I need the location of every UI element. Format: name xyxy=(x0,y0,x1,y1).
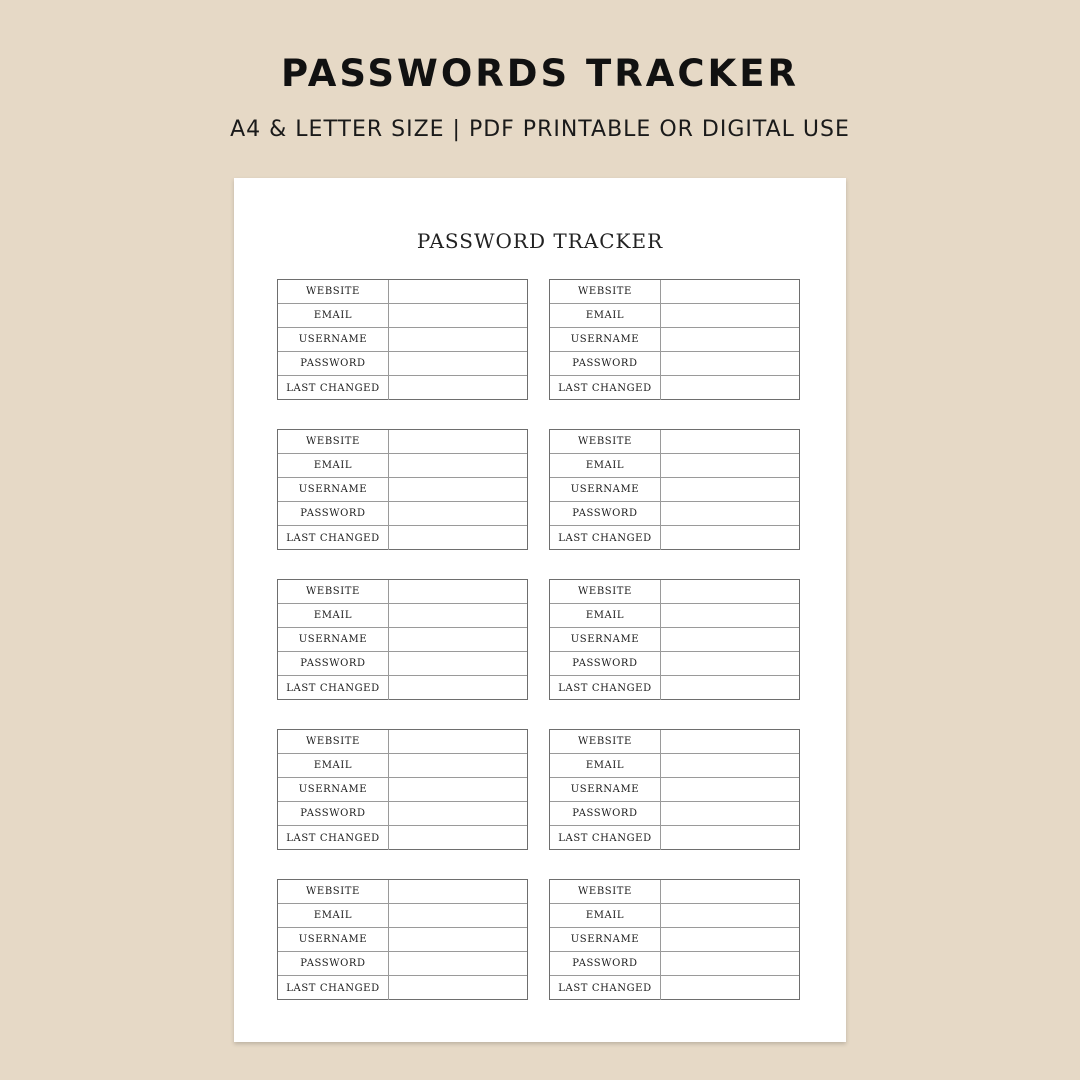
field-label-email: EMAIL xyxy=(550,904,661,927)
entry-row-email xyxy=(278,754,527,778)
field-label-website: WEBSITE xyxy=(550,280,661,303)
field-label-website: WEBSITE xyxy=(550,580,661,603)
entry-row-username xyxy=(550,478,799,502)
field-value-password[interactable] xyxy=(661,502,799,525)
field-label-website: WEBSITE xyxy=(278,430,389,453)
field-label-last-changed: LAST CHANGED xyxy=(278,676,389,700)
field-value-email[interactable] xyxy=(389,904,527,927)
field-label-username: USERNAME xyxy=(278,778,389,801)
field-label-website: WEBSITE xyxy=(278,580,389,603)
field-value-website[interactable] xyxy=(661,430,799,453)
entry-row-last-changed xyxy=(278,376,527,400)
entry-row-last-changed xyxy=(278,826,527,850)
field-label-last-changed: LAST CHANGED xyxy=(550,376,661,400)
field-value-website[interactable] xyxy=(661,880,799,903)
password-entry-table xyxy=(549,879,800,1000)
field-value-last-changed[interactable] xyxy=(389,826,527,850)
field-label-password: PASSWORD xyxy=(550,502,661,525)
entry-row-website xyxy=(550,280,799,304)
field-value-password[interactable] xyxy=(661,952,799,975)
password-entry-table xyxy=(549,579,800,700)
field-value-email[interactable] xyxy=(389,604,527,627)
entry-row-email xyxy=(550,754,799,778)
field-label-email: EMAIL xyxy=(278,304,389,327)
entry-row-password xyxy=(550,802,799,826)
field-label-username: USERNAME xyxy=(278,328,389,351)
entry-row-email xyxy=(550,304,799,328)
entry-row-last-changed xyxy=(278,976,527,1000)
field-value-email[interactable] xyxy=(389,454,527,477)
field-label-email: EMAIL xyxy=(278,604,389,627)
printable-sheet xyxy=(234,178,846,1042)
field-label-email: EMAIL xyxy=(550,454,661,477)
field-value-password[interactable] xyxy=(389,952,527,975)
field-label-last-changed: LAST CHANGED xyxy=(278,376,389,400)
field-value-website[interactable] xyxy=(389,880,527,903)
entry-row-username xyxy=(550,778,799,802)
field-value-username[interactable] xyxy=(661,328,799,351)
field-value-website[interactable] xyxy=(389,430,527,453)
field-label-last-changed: LAST CHANGED xyxy=(550,676,661,700)
field-value-username[interactable] xyxy=(389,778,527,801)
field-label-email: EMAIL xyxy=(550,604,661,627)
field-label-email: EMAIL xyxy=(278,904,389,927)
field-value-website[interactable] xyxy=(661,730,799,753)
entry-row-website xyxy=(278,880,527,904)
entry-row-email xyxy=(550,904,799,928)
entry-row-username xyxy=(278,478,527,502)
field-value-last-changed[interactable] xyxy=(661,976,799,1000)
password-entry-table xyxy=(277,579,528,700)
field-label-password: PASSWORD xyxy=(278,652,389,675)
entry-row-password xyxy=(550,952,799,976)
entry-row-email xyxy=(278,304,527,328)
field-value-last-changed[interactable] xyxy=(389,676,527,700)
password-entry-table xyxy=(277,429,528,550)
entry-row-last-changed xyxy=(550,376,799,400)
field-label-email: EMAIL xyxy=(550,754,661,777)
field-label-password: PASSWORD xyxy=(278,952,389,975)
entry-row-password xyxy=(278,352,527,376)
field-label-last-changed: LAST CHANGED xyxy=(550,976,661,1000)
password-entry-table xyxy=(549,279,800,400)
field-value-last-changed[interactable] xyxy=(389,526,527,550)
entry-row-last-changed xyxy=(550,826,799,850)
entry-row-last-changed xyxy=(550,526,799,550)
field-label-username: USERNAME xyxy=(550,778,661,801)
field-label-username: USERNAME xyxy=(550,628,661,651)
field-label-website: WEBSITE xyxy=(278,880,389,903)
field-value-email[interactable] xyxy=(661,304,799,327)
entry-row-username xyxy=(278,628,527,652)
field-label-username: USERNAME xyxy=(278,628,389,651)
field-value-password[interactable] xyxy=(389,352,527,375)
entry-row-email xyxy=(550,454,799,478)
field-value-last-changed[interactable] xyxy=(389,976,527,1000)
field-value-website[interactable] xyxy=(661,280,799,303)
entry-row-website xyxy=(278,280,527,304)
field-value-password[interactable] xyxy=(389,502,527,525)
entry-row-username xyxy=(550,928,799,952)
field-label-last-changed: LAST CHANGED xyxy=(550,526,661,550)
entry-row-last-changed xyxy=(278,526,527,550)
entry-row-website xyxy=(278,430,527,454)
field-label-username: USERNAME xyxy=(550,328,661,351)
field-label-email: EMAIL xyxy=(278,454,389,477)
field-label-password: PASSWORD xyxy=(278,802,389,825)
entry-row-email xyxy=(278,904,527,928)
field-label-last-changed: LAST CHANGED xyxy=(550,826,661,850)
field-value-email[interactable] xyxy=(661,904,799,927)
entry-row-website xyxy=(550,880,799,904)
banner-subtitle: A4 & LETTER SIZE | PDF PRINTABLE OR DIGITAL USE xyxy=(230,117,850,142)
password-entry-table xyxy=(549,429,800,550)
field-value-password[interactable] xyxy=(661,652,799,675)
password-entry-table xyxy=(277,729,528,850)
field-label-password: PASSWORD xyxy=(550,802,661,825)
field-value-email[interactable] xyxy=(661,604,799,627)
field-label-website: WEBSITE xyxy=(550,430,661,453)
field-value-website[interactable] xyxy=(389,280,527,303)
field-value-last-changed[interactable] xyxy=(661,676,799,700)
entry-row-website xyxy=(278,730,527,754)
field-label-last-changed: LAST CHANGED xyxy=(278,976,389,1000)
entry-row-password xyxy=(278,802,527,826)
field-label-website: WEBSITE xyxy=(278,280,389,303)
entry-row-username xyxy=(278,328,527,352)
field-label-password: PASSWORD xyxy=(550,952,661,975)
field-label-username: USERNAME xyxy=(550,928,661,951)
field-label-website: WEBSITE xyxy=(550,880,661,903)
entry-row-password xyxy=(550,502,799,526)
field-value-email[interactable] xyxy=(661,754,799,777)
banner-title: PASSWORDS TRACKER xyxy=(281,52,799,95)
entry-row-password xyxy=(550,352,799,376)
entry-grid xyxy=(277,279,800,1000)
field-label-username: USERNAME xyxy=(278,928,389,951)
field-label-email: EMAIL xyxy=(278,754,389,777)
field-label-username: USERNAME xyxy=(550,478,661,501)
entry-row-username xyxy=(550,328,799,352)
field-value-email[interactable] xyxy=(389,304,527,327)
entry-row-password xyxy=(278,502,527,526)
field-value-username[interactable] xyxy=(389,328,527,351)
field-value-website[interactable] xyxy=(389,580,527,603)
field-value-username[interactable] xyxy=(661,478,799,501)
entry-row-last-changed xyxy=(550,676,799,700)
password-entry-table xyxy=(277,279,528,400)
field-value-password[interactable] xyxy=(661,802,799,825)
entry-row-last-changed xyxy=(278,676,527,700)
password-entry-table xyxy=(277,879,528,1000)
field-label-username: USERNAME xyxy=(278,478,389,501)
field-value-website[interactable] xyxy=(661,580,799,603)
field-label-password: PASSWORD xyxy=(550,352,661,375)
field-label-email: EMAIL xyxy=(550,304,661,327)
field-value-username[interactable] xyxy=(389,628,527,651)
entry-row-password xyxy=(278,952,527,976)
field-label-website: WEBSITE xyxy=(550,730,661,753)
field-label-password: PASSWORD xyxy=(278,352,389,375)
field-value-username[interactable] xyxy=(661,628,799,651)
field-label-website: WEBSITE xyxy=(278,730,389,753)
entry-row-website xyxy=(550,430,799,454)
field-value-username[interactable] xyxy=(389,478,527,501)
field-value-password[interactable] xyxy=(661,352,799,375)
field-value-username[interactable] xyxy=(661,928,799,951)
field-value-username[interactable] xyxy=(389,928,527,951)
entry-row-last-changed xyxy=(550,976,799,1000)
field-value-email[interactable] xyxy=(389,754,527,777)
field-value-password[interactable] xyxy=(389,802,527,825)
entry-row-username xyxy=(550,628,799,652)
field-label-password: PASSWORD xyxy=(550,652,661,675)
field-value-last-changed[interactable] xyxy=(389,376,527,400)
entry-row-password xyxy=(550,652,799,676)
field-value-username[interactable] xyxy=(661,778,799,801)
field-value-last-changed[interactable] xyxy=(661,376,799,400)
entry-row-website xyxy=(278,580,527,604)
field-label-last-changed: LAST CHANGED xyxy=(278,526,389,550)
entry-row-website xyxy=(550,580,799,604)
field-value-last-changed[interactable] xyxy=(661,826,799,850)
entry-row-username xyxy=(278,778,527,802)
entry-row-password xyxy=(278,652,527,676)
entry-row-email xyxy=(278,454,527,478)
entry-row-username xyxy=(278,928,527,952)
field-label-password: PASSWORD xyxy=(278,502,389,525)
field-label-last-changed: LAST CHANGED xyxy=(278,826,389,850)
field-value-password[interactable] xyxy=(389,652,527,675)
field-value-last-changed[interactable] xyxy=(661,526,799,550)
field-value-website[interactable] xyxy=(389,730,527,753)
entry-row-email xyxy=(278,604,527,628)
sheet-title: PASSWORD TRACKER xyxy=(416,229,664,253)
entry-row-website xyxy=(550,730,799,754)
field-value-email[interactable] xyxy=(661,454,799,477)
password-entry-table xyxy=(549,729,800,850)
entry-row-email xyxy=(550,604,799,628)
